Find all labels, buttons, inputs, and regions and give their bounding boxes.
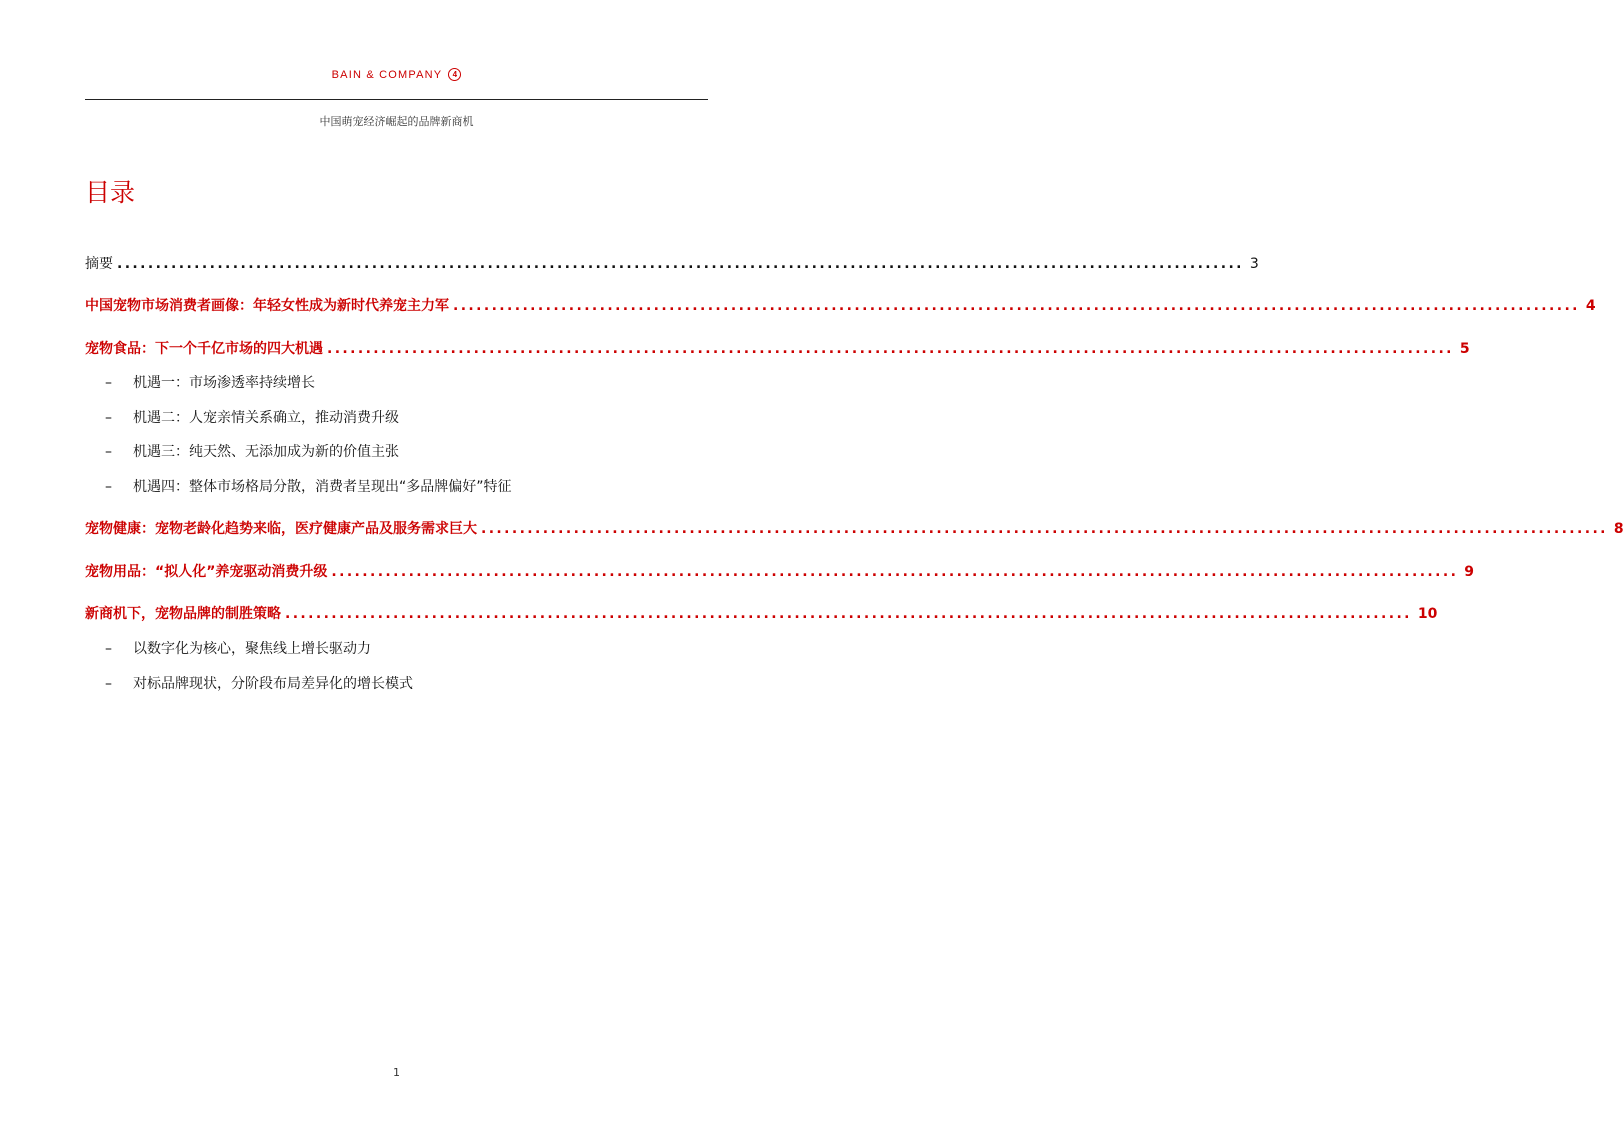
- toc-subentry-label: 以数字化为核心，聚焦线上增长驱动力: [133, 641, 371, 657]
- toc-entry-pet-health[interactable]: [85, 519, 1624, 539]
- toc-entry-summary[interactable]: [85, 254, 1259, 274]
- toc-leader-dots: ..................................................................................................................................................: [117, 256, 1244, 272]
- toc-entry-consumer-profile[interactable]: [85, 296, 1596, 316]
- toc-entry-pet-supplies[interactable]: [85, 562, 1475, 582]
- toc-subentry[interactable]: [105, 408, 399, 428]
- toc-entry-page: 8: [1613, 521, 1624, 537]
- toc-subentry[interactable]: [105, 477, 512, 497]
- toc-leader-dots: ..................................................................................................................................................: [481, 521, 1608, 537]
- toc-entry-page: 10: [1417, 606, 1438, 622]
- toc-entry-page: 3: [1249, 256, 1259, 272]
- toc-subentry-label: 机遇三：纯天然、无添加成为新的价值主张: [133, 444, 399, 460]
- sub-dash: –: [105, 444, 112, 460]
- toc-subentry[interactable]: [105, 442, 399, 462]
- brand-name: BAIN & COMPANY: [331, 68, 443, 81]
- toc-entry-brand-strategy[interactable]: [85, 604, 1438, 624]
- sub-dash: –: [105, 375, 112, 391]
- toc-entry-page: 5: [1459, 341, 1470, 357]
- toc-entry-page: 9: [1464, 564, 1475, 580]
- toc-entry-label: 宠物食品：下一个千亿市场的四大机遇: [85, 341, 323, 357]
- toc-leader-dots: ..................................................................................................................................................: [331, 564, 1459, 580]
- toc-entry-page: 4: [1585, 298, 1596, 314]
- toc-subentry-label: 机遇二：人宠亲情关系确立，推动消费升级: [133, 410, 399, 426]
- toc-leader-dots: ..................................................................................................................................................: [453, 298, 1580, 314]
- toc-entry-label: 新商机下，宠物品牌的制胜策略: [85, 606, 281, 622]
- toc-entry-label: 宠物健康：宠物老龄化趋势来临，医疗健康产品及服务需求巨大: [85, 521, 477, 537]
- sub-dash: –: [105, 410, 112, 426]
- toc-subentry-label: 机遇一：市场渗透率持续增长: [133, 375, 315, 391]
- toc-subentry[interactable]: [105, 639, 371, 659]
- sub-dash: –: [105, 676, 112, 692]
- toc-entry-label: 中国宠物市场消费者画像：年轻女性成为新时代养宠主力军: [85, 298, 449, 314]
- toc-subentry[interactable]: [105, 373, 315, 393]
- brand-header: [0, 68, 793, 81]
- toc-subentry-label: 机遇四：整体市场格局分散，消费者呈现出“多品牌偏好”特征: [133, 479, 512, 495]
- sub-dash: –: [105, 479, 112, 495]
- header-divider: [85, 99, 708, 100]
- report-subtitle: 中国萌宠经济崛起的品牌新商机: [319, 115, 474, 128]
- toc-entry-label: 宠物用品：“拟人化”养宠驱动消费升级: [85, 564, 328, 580]
- toc-entry-label: 摘要: [85, 256, 113, 272]
- toc-leader-dots: ..................................................................................................................................................: [327, 341, 1454, 357]
- sub-dash: –: [105, 641, 112, 657]
- page-title: 目录: [85, 178, 136, 207]
- toc-subentry-label: 对标品牌现状，分阶段布局差异化的增长模式: [133, 676, 413, 692]
- brand-logo-icon: 4: [448, 68, 461, 81]
- toc-leader-dots: ..................................................................................................................................................: [285, 606, 1412, 622]
- toc-entry-pet-food[interactable]: [85, 339, 1470, 359]
- page-number: 1: [393, 1066, 400, 1079]
- toc-subentry[interactable]: [105, 674, 413, 694]
